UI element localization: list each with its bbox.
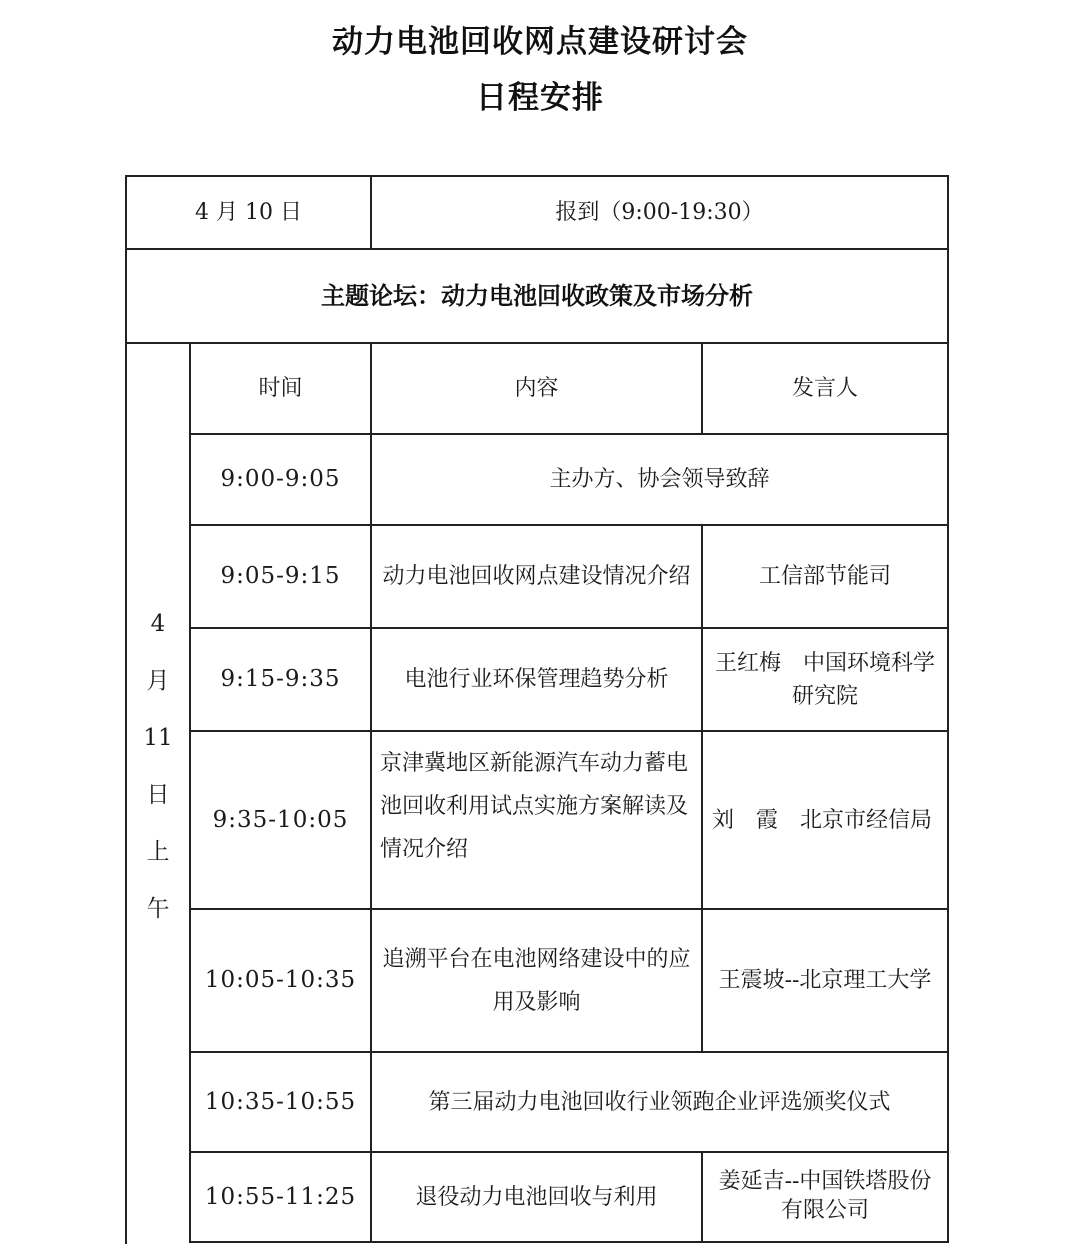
registration-info: 报到（9:00-19:30） <box>555 200 764 225</box>
session-date-char: 午 <box>146 896 170 922</box>
header-time: 时间 <box>258 376 303 401</box>
row-content: 第三届动力电池回收行业领跑企业评选颁奖仪式 <box>428 1089 891 1115</box>
row-time: 9:15-9:35 <box>220 666 341 693</box>
row-content: 电池行业环保管理趋势分析 <box>404 667 669 692</box>
session-date-char: 4 <box>150 611 166 637</box>
session-date-char: 月 <box>146 668 170 694</box>
document-title: 动力电池回收网点建设研讨会 <box>332 24 748 60</box>
row-time: 10:05-10:35 <box>204 967 357 994</box>
row-time: 9:35-10:05 <box>212 806 349 833</box>
document-subtitle: 日程安排 <box>476 80 604 116</box>
row-speaker: 王红梅 中国环境科学研究院 <box>714 650 935 709</box>
session-date-char: 上 <box>146 839 170 865</box>
row-content: 动力电池回收网点建设情况介绍 <box>382 564 691 589</box>
row-speaker: 姜延吉--中国铁塔股份有限公司 <box>718 1169 932 1223</box>
row-time: 10:35-10:55 <box>204 1088 357 1115</box>
table-border-right <box>947 175 949 1243</box>
row-speaker: 工信部节能司 <box>758 564 891 589</box>
row-speaker: 王震坡--北京理工大学 <box>718 968 932 993</box>
header-content: 内容 <box>514 376 559 401</box>
forum-title: 主题论坛：动力电池回收政策及市场分析 <box>321 282 753 310</box>
session-date <box>127 605 189 947</box>
row-content: 主办方、协会领导致辞 <box>549 467 770 492</box>
table-border-bottom <box>190 1241 949 1243</box>
session-date-char: 日 <box>146 782 170 808</box>
row-time: 10:55-11:25 <box>204 1183 357 1210</box>
row-content: 京津冀地区新能源汽车动力蓄电池回收利用试点实施方案解读及情况介绍 <box>380 751 689 862</box>
row-content: 追溯平台在电池网络建设中的应用及影响 <box>382 946 691 1015</box>
row-content: 退役动力电池回收与利用 <box>415 1184 658 1210</box>
row-time: 9:00-9:05 <box>220 466 341 493</box>
registration-date: 4 月 10 日 <box>195 200 302 225</box>
session-date-char: 11 <box>143 725 173 751</box>
header-speaker: 发言人 <box>791 376 858 401</box>
row-time: 9:05-9:15 <box>220 563 341 590</box>
row-speaker: 刘 霞 北京市经信局 <box>712 807 933 833</box>
